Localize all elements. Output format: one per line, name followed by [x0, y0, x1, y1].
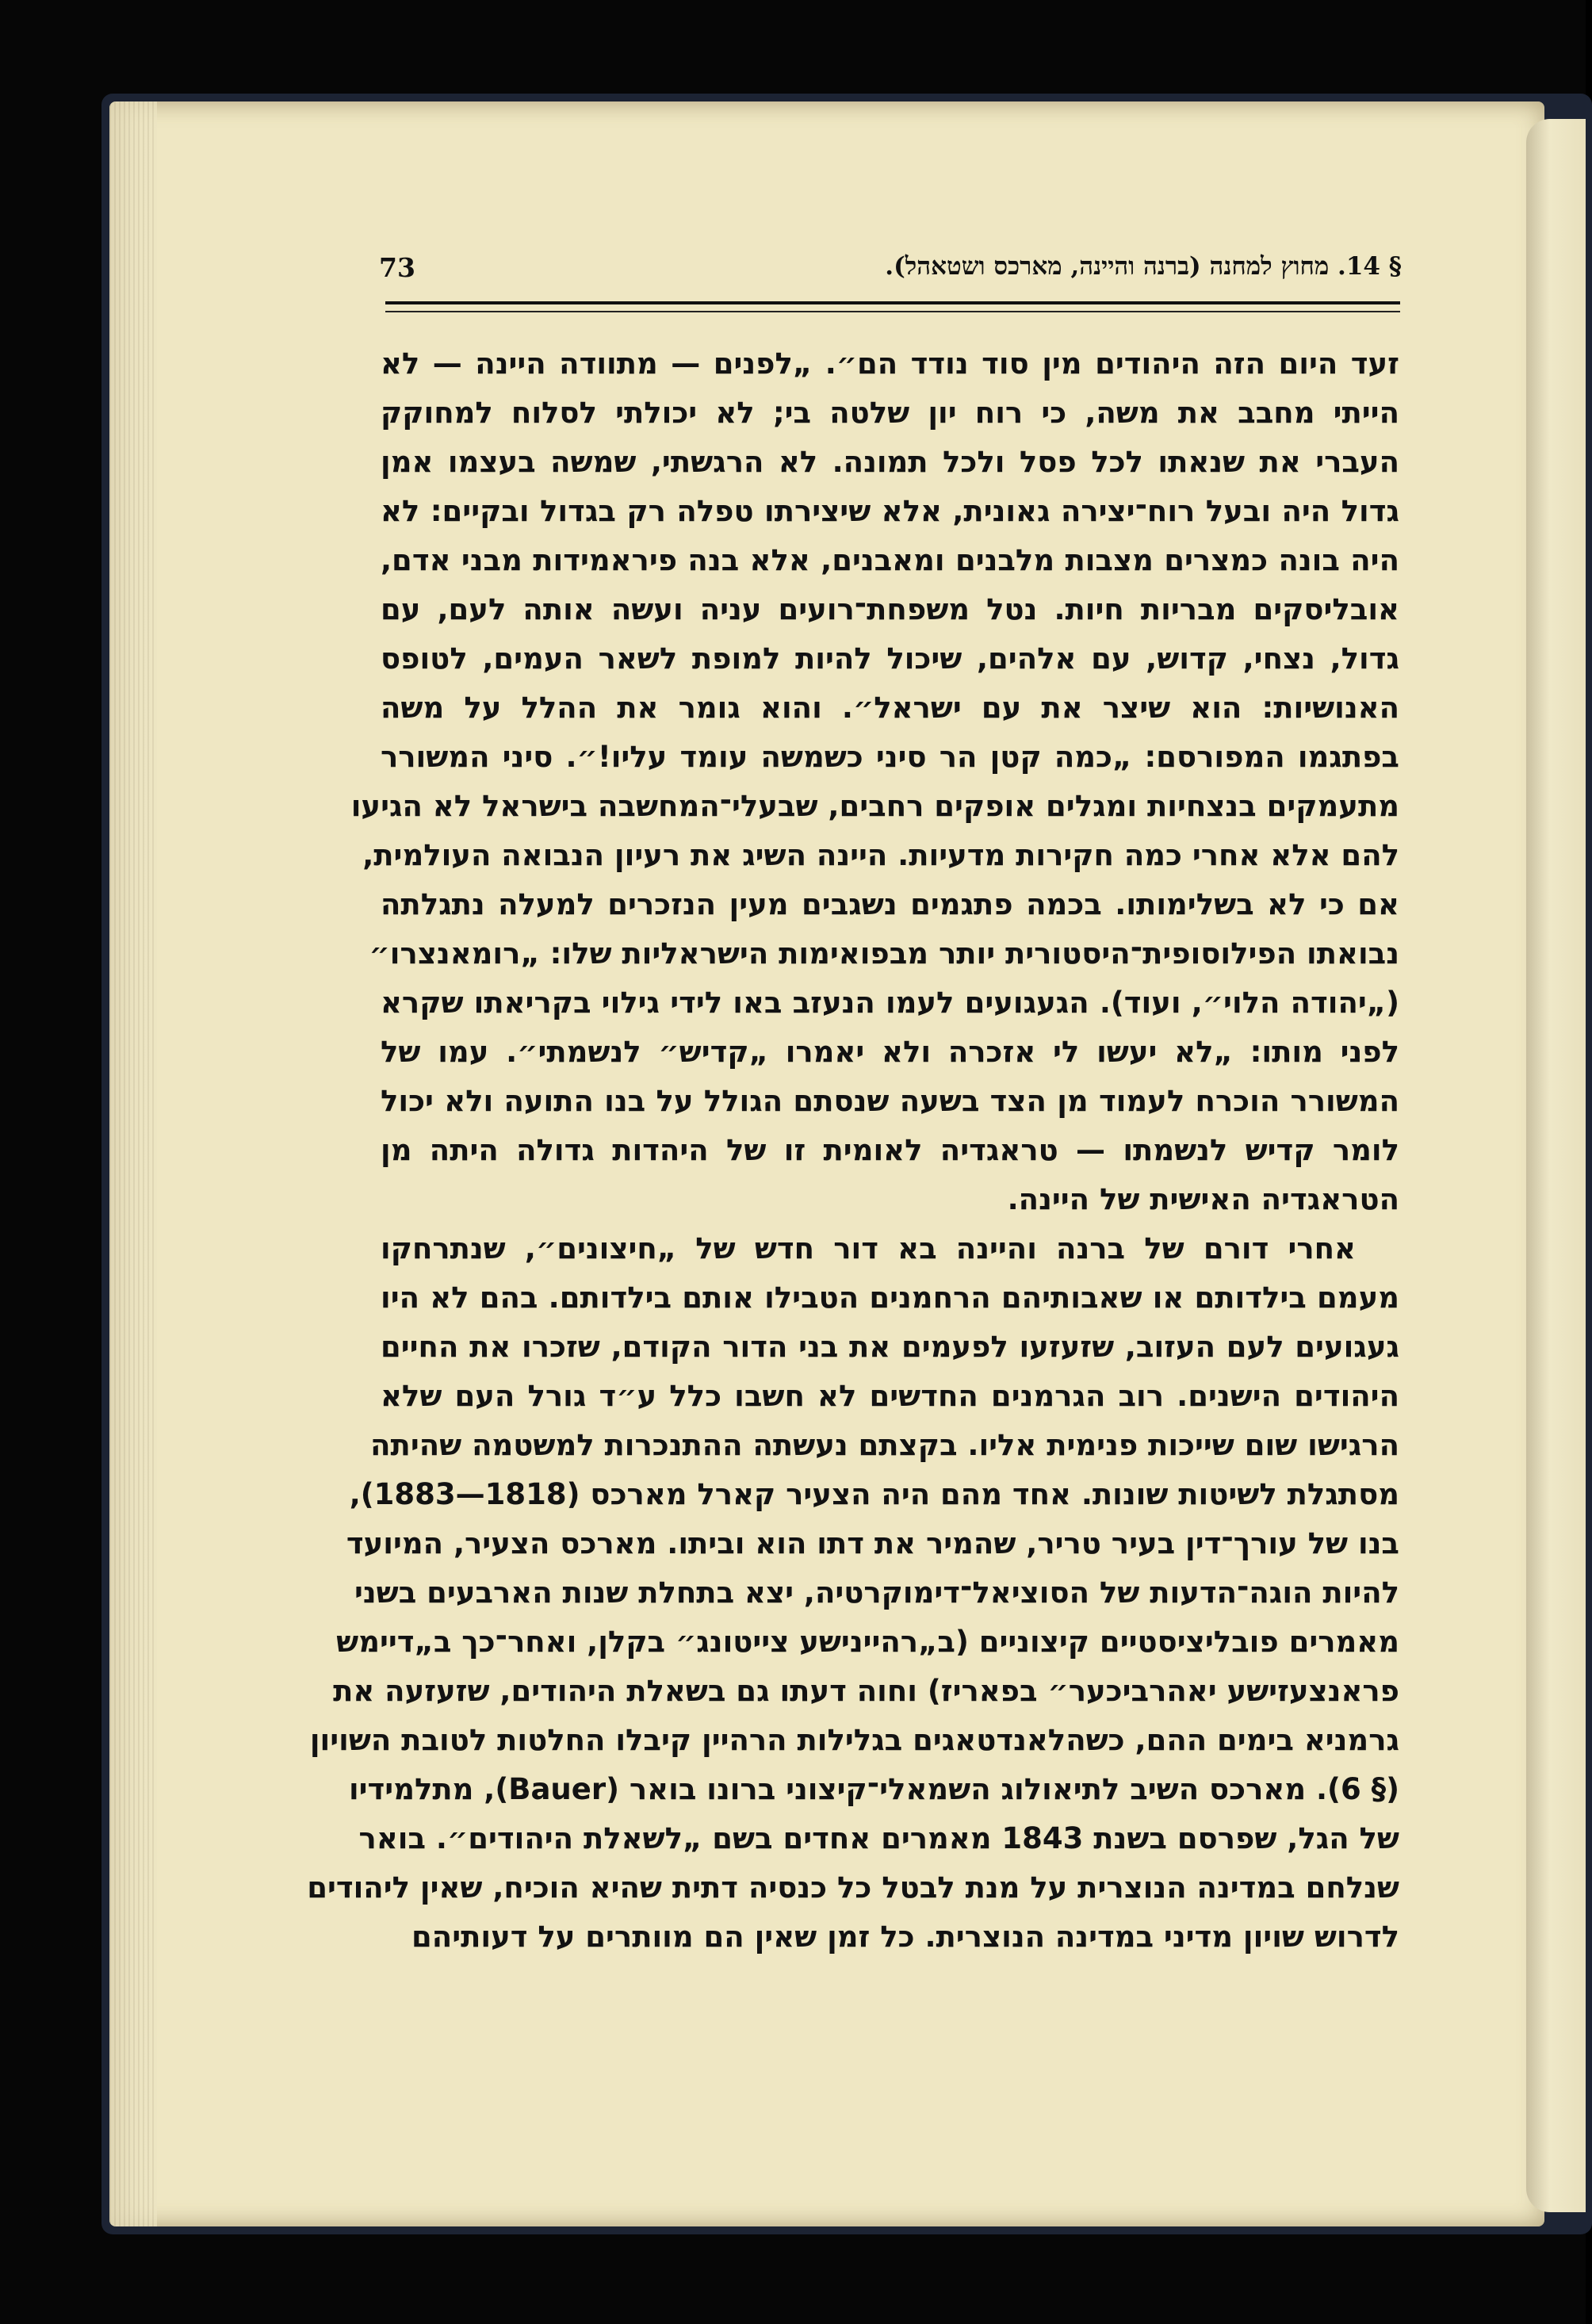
text-line: אחרי דורם של ברנה והיינה בא דור חדש של „חיצונים״, שנתרחקו	[381, 1231, 1356, 1265]
page-number: 73	[379, 252, 415, 283]
text-line: שנלחם במדינה הנוצרית על מנת לבטל כל כנסיה דתית שהיא הוכיח, שאין ליהודים	[307, 1870, 1399, 1905]
text-line: לפני מותו: „לא יעשו לי אזכרה ולא יאמרו „קדיש״ לנשמתי״. עמו של	[381, 1035, 1399, 1069]
text-line: פראנצעזישע יאהרביכער״ בפאריז) וחוה דעתו גם בשאלת היהודים, שזעזעה את	[333, 1674, 1399, 1708]
text-line: לומר קדיש לנשמתו — טראגדיה לאומית זו של היהדות גדולה היתה מן	[381, 1133, 1399, 1167]
text-line: הטראגדיה האישית של היינה.	[1007, 1182, 1399, 1216]
text-line: האנושיות: הוא שיצר את עם ישראל״. והוא גומר את ההלל על משה	[381, 691, 1399, 725]
text-line: לדרוש שויון מדיני במדינה הנוצרית. כל זמן שאין הם מוותרים על דעותיהם	[411, 1920, 1399, 1954]
paragraph	[350, 339, 1399, 1224]
text-line: העברי את שנאתו לכל פסל ולכל תמונה. לא הרגשתי, שמשה בעצמו אמן	[381, 445, 1399, 479]
header-rule-thin	[385, 311, 1400, 312]
text-line: געגועים לעם העזוב, שזעזעו לפעמים את בני הדור הקודם, שזכרו את החיים	[381, 1330, 1399, 1364]
text-line: בפתגמו המפורסם: „כמה קטן הר סיני כשמשה עומד עליו!״. סיני המשורר	[381, 740, 1399, 774]
text-line: גדול היה ובעל רוח־יצירה גאונית, אלא שיצירתו טפלה רק בגדול ובקיים: לא	[381, 494, 1399, 528]
text-line: הרגישו שום שייכות פנימית אליו. בקצתם נעשתה ההתנכרות למשטמה שהיתה	[370, 1428, 1399, 1462]
text-line: אם כי לא בשלימותו. בכמה פתגמים נשגבים מעין הנזכרים למעלה נתגלתה	[381, 887, 1399, 921]
text-line: להיות הוגה־הדעות של הסוציאל־דימוקרטיה, יצא בתחלת שנות הארבעים בשני	[354, 1575, 1399, 1610]
text-line: היה בונה כמצרים מצבות מלבנים ומאבנים, אלא בנה פיראמידות מבני אדם,	[381, 543, 1399, 577]
text-line: נבואתו הפילוסופית־היסטורית יותר מבפואימות הישראליות שלו: „רומאנצרו״	[369, 936, 1399, 971]
header-rule-thick	[385, 301, 1400, 304]
body-text	[307, 339, 1399, 1962]
page-stack-edges	[109, 101, 157, 2226]
text-line: המשורר הוכרח לעמוד מן הצד בשעה שנסתם הגולל על בנו התועה ולא יכול	[381, 1084, 1399, 1118]
text-line: מתעמקים בנצחיות ומגלים אופקים רחבים, שבעלי־המחשבה בישראל לא הגיעו	[350, 789, 1399, 823]
text-line: של הגל, שפרסם בשנת 1843 מאמרים אחדים בשם „לשאלת היהודים״. בואר	[358, 1821, 1399, 1855]
text-line: אובליסקים מבריות חיות. נטל משפחת־רועים עניה ועשה אותה לעם, עם	[381, 592, 1399, 626]
running-header	[379, 252, 1402, 300]
paragraph	[307, 1224, 1399, 1962]
text-line: להם אלא אחרי כמה חקירות מדעיות. היינה השיג את רעיון הנבואה העולמית,	[362, 838, 1399, 872]
text-line: הייתי מחבב את משה, כי רוח יון שלטה בי; לא יכולתי לסלוח למחוקק	[381, 396, 1399, 430]
facing-page-edge	[1526, 119, 1586, 2212]
text-line: זעד היום הזה היהודים מין סוד נודד הם״. „לפנים — מתוודה היינה — לא	[381, 346, 1399, 381]
text-line: מאמרים פובליציסטיים קיצוניים (ב„רהיינישע צייטונג״ בקלן, ואחר־כך ב„דיימש	[336, 1625, 1399, 1659]
text-line: מעמם בילדותם או שאבותיהם הרחמנים הטבילו אותם בילדותם. בהם לא היו	[381, 1281, 1399, 1315]
text-line: היהודים הישנים. רוב הגרמנים החדשים לא חשבו כלל ע״ד גורל העם שלא	[381, 1379, 1399, 1413]
text-line: בנו של עורך־דין בעיר טריר, שהמיר את דתו הוא וביתו. מארכס הצעיר, המיועד	[346, 1526, 1399, 1560]
text-line: („יהודה הלוי״, ועוד). הגעגועים לעמו הנעזב באו לידי גילוי בקריאתו שקרא	[381, 986, 1399, 1020]
text-line: (§ 6). מארכס השיב לתיאולוג השמאלי־קיצוני ברונו בואר (Bauer), מתלמידיו	[348, 1772, 1399, 1806]
text-line: מסתגלת לשיטות שונות. אחד מהם היה הצעיר קארל מארכס (1818—1883),	[349, 1477, 1399, 1511]
text-line: גרמניא בימים ההם, כשהלאנדטאגים בגלילות הרהיין קיבלו החלטות לטובת השויון	[309, 1723, 1399, 1757]
running-title: § 14. מחוץ למחנה (ברנה והיינה, מארכס ושטאהל).	[885, 252, 1402, 281]
text-line: גדול, נצחי, קדוש, עם אלהים, שיכול להיות למופת לשאר העמים, לטופס	[381, 641, 1399, 676]
